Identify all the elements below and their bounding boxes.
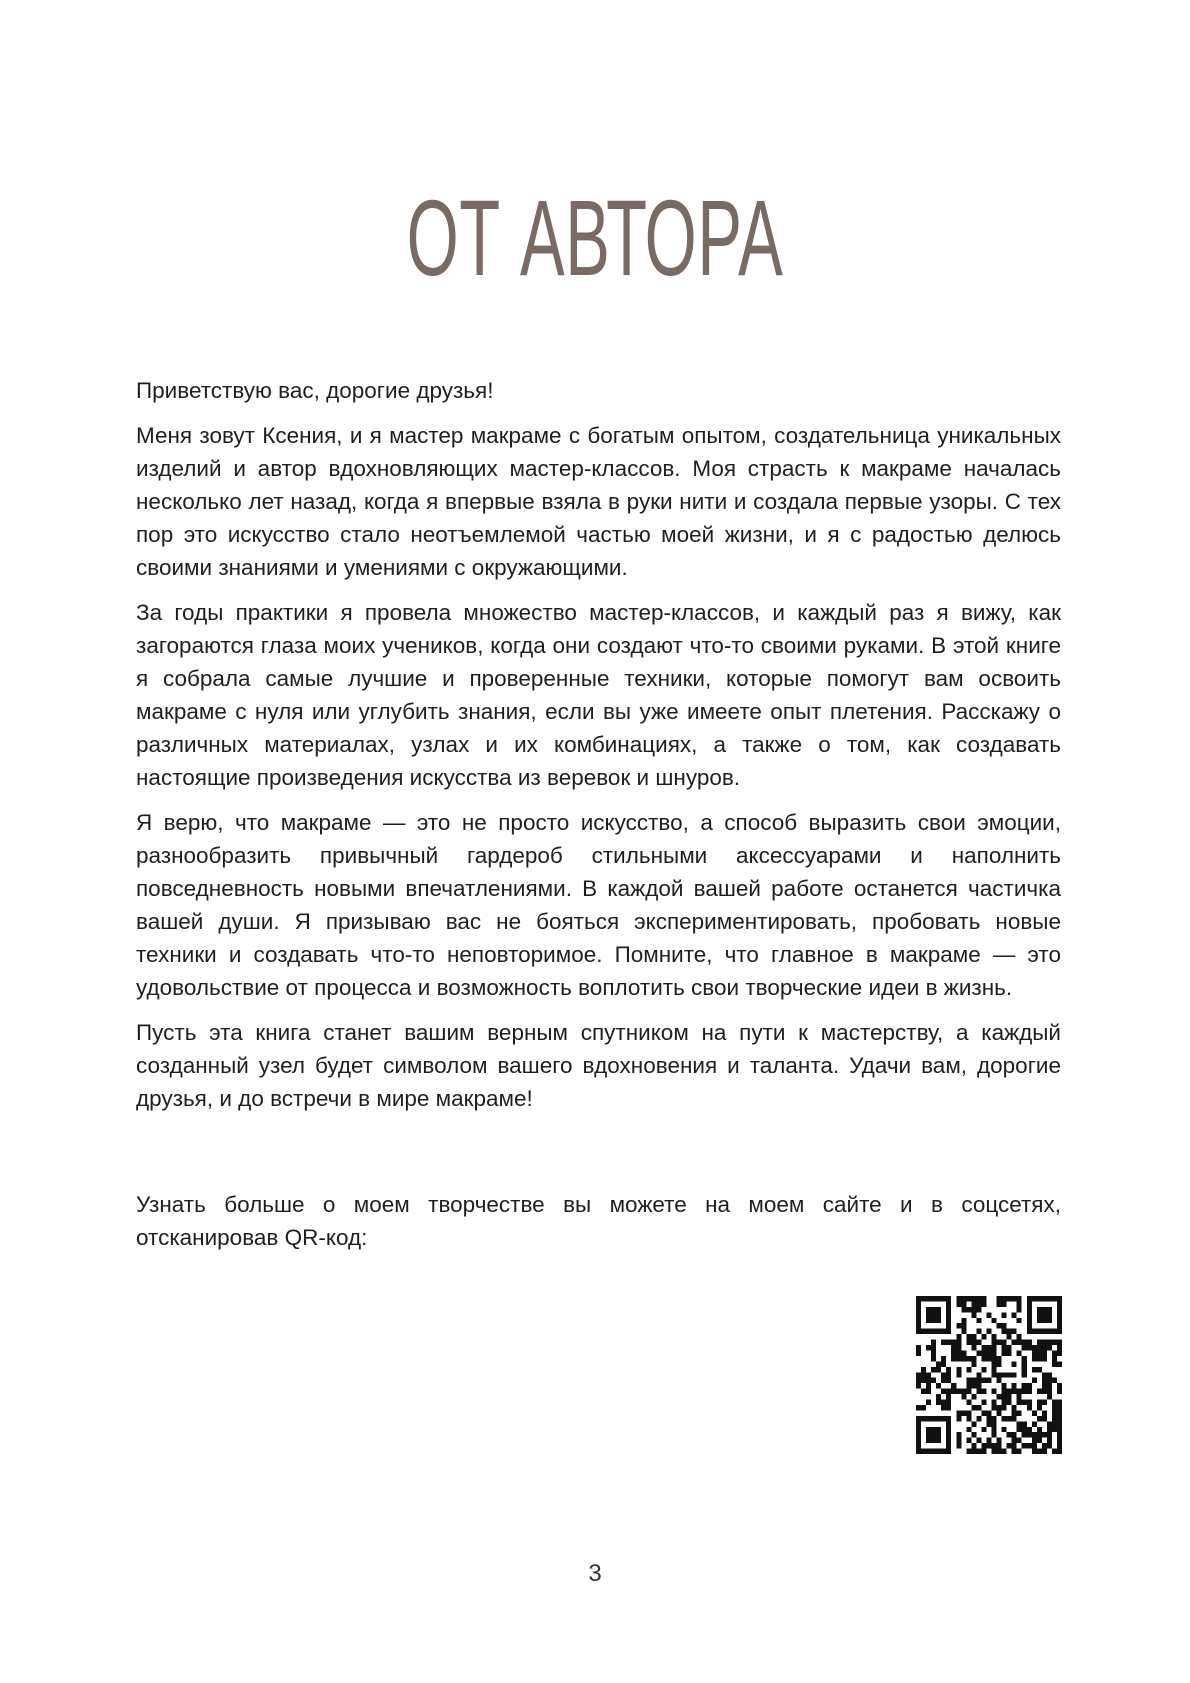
qr-caption: Узнать больше о моем творчестве вы можете на моем сайте и в соцсетях, отсканировав QR-код:: [136, 1192, 1061, 1250]
paragraph-practice: За годы практики я провела множество мастер-классов, и каждый раз я вижу, как загораются глаза моих учеников, когда они создают что-то своими руками. В этой книге я собрала самые лучшие и проверенные техники, которые помогут вам освоить макраме с нуля или углубить знания, если вы уже имеете опыт плетения. Расскажу о различных материалах, узлах и их комбинациях, а также о том, как создавать настоящие произведения искусства из веревок и шнуров.: [136, 600, 1061, 790]
page-title: ОТ АВТОРА: [406, 177, 784, 298]
paragraph-greeting: Приветствую вас, дорогие друзья!: [136, 378, 494, 403]
paragraph-farewell: Пусть эта книга станет вашим верным спутником на пути к мастерству, а каждый созданный узел будет символом вашего вдохновения и таланта. Удачи вам, дорогие друзья, и до встречи в мире макраме!: [136, 1020, 1061, 1111]
paragraph-belief: Я верю, что макраме — это не просто искусство, а способ выразить свои эмоции, разнообразить привычный гардероб стильными аксессуарами и наполнить повседневность новыми впечатлениями. В каждой вашей работе останется частичка вашей души. Я призываю вас не бояться экспериментировать, пробовать новые техники и создавать что-то неповторимое. Помните, что главное в макраме — это удовольствие от процесса и возможность воплотить свои творческие идеи в жизнь.: [136, 810, 1061, 1000]
qr-code-icon[interactable]: [916, 1296, 1062, 1454]
paragraph-introduction: Меня зовут Ксения, и я мастер макраме с богатым опытом, создательница уникальных изделий и автор вдохновляющих мастер-классов. Моя страсть к макраме началась несколько лет назад, когда я впервые взяла в руки нити и создала первые узоры. С тех пор это искусство стало неотъемлемой частью моей жизни, и я с радостью делюсь своими знаниями и умениями с окружающими.: [136, 423, 1061, 580]
page-number: 3: [588, 1560, 602, 1587]
author-letter: [136, 374, 1061, 1127]
